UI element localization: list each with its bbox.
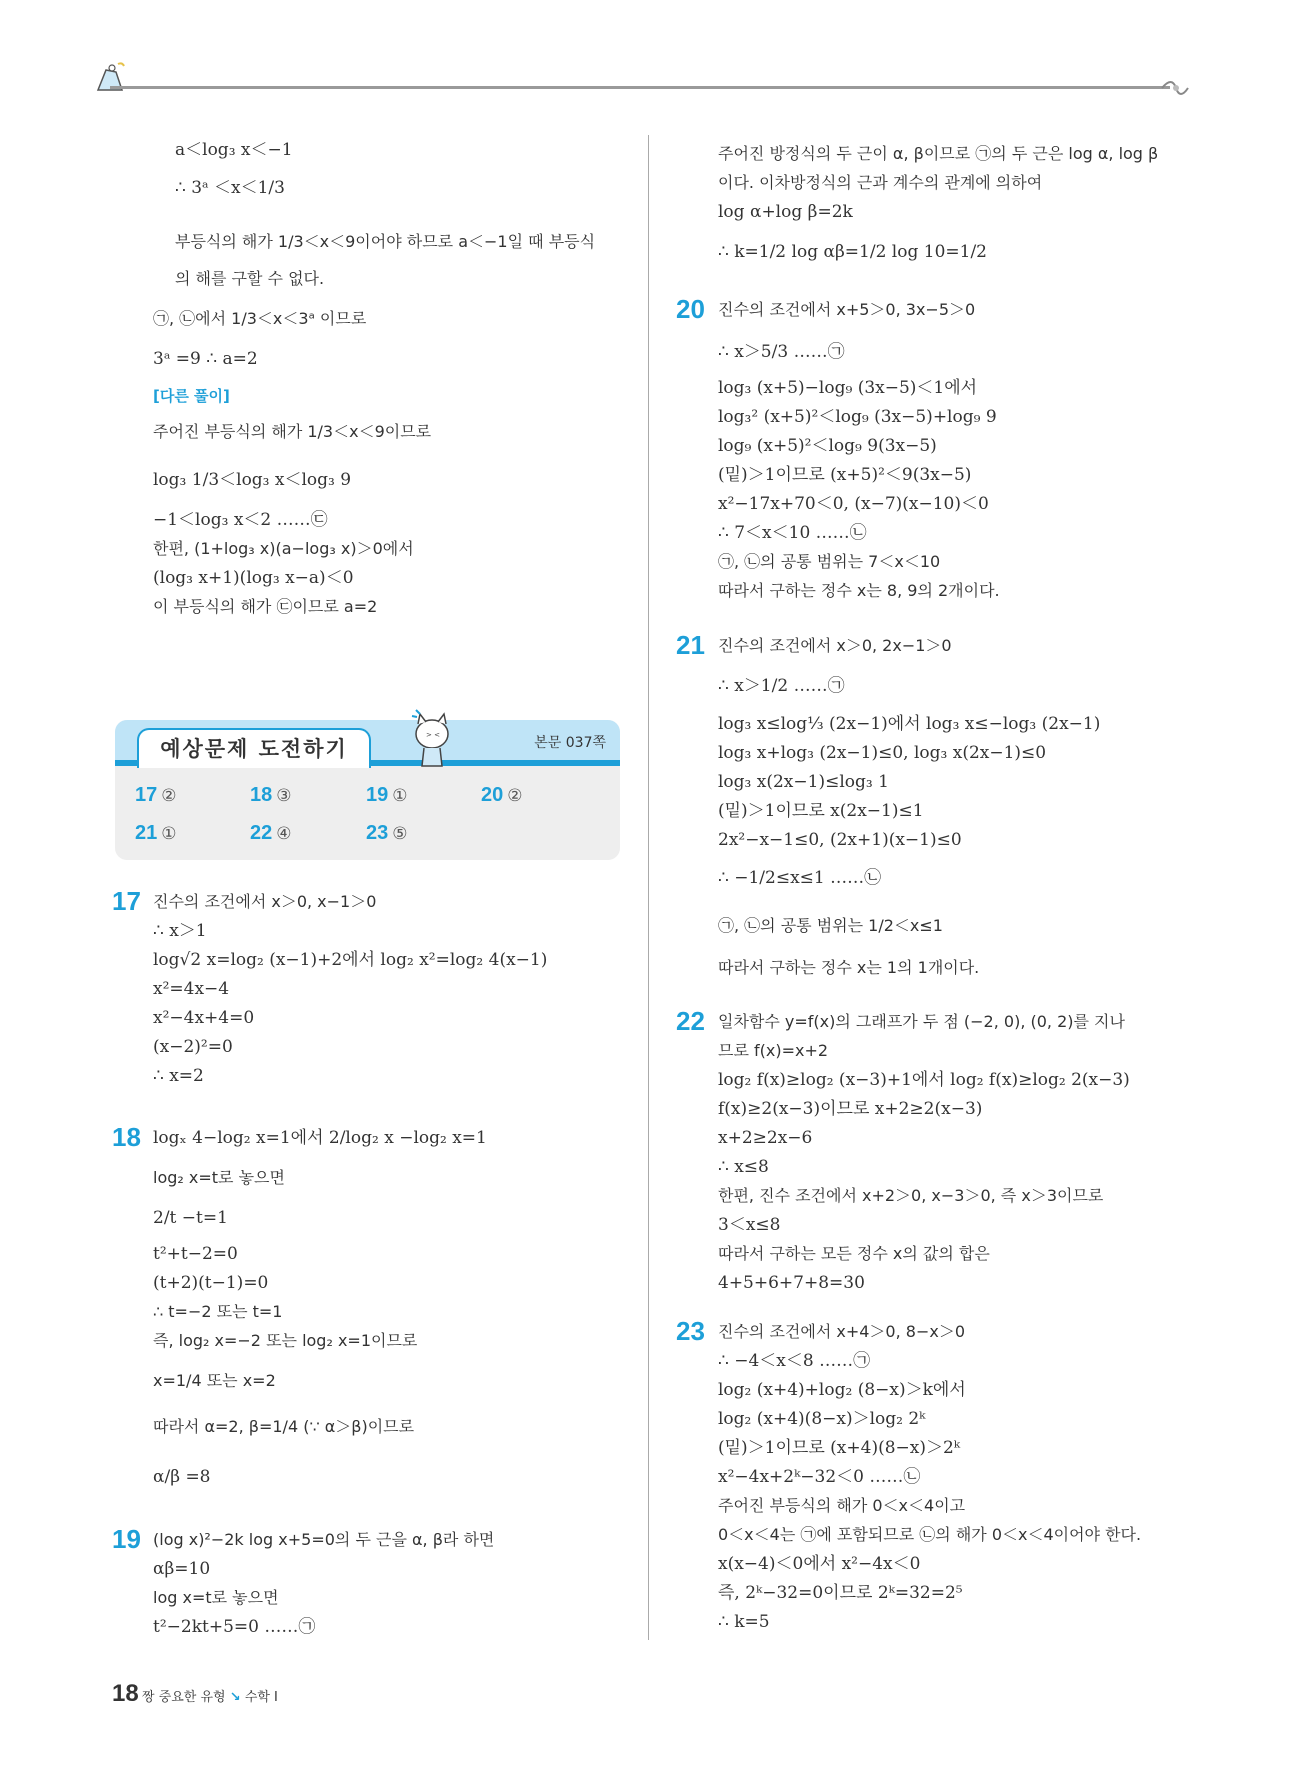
left-line-3: 부등식의 해가 1/3＜x＜9이어야 하므로 a＜−1일 때 부등식: [175, 232, 596, 251]
p20-line: ㉠, ㉡의 공통 범위는 7＜x＜10: [718, 552, 941, 571]
p22-line: 따라서 구하는 모든 정수 x의 값의 합은: [718, 1244, 990, 1263]
p22-line: 일차함수 y=f(x)의 그래프가 두 점 (−2, 0), (0, 2)를 지나: [718, 1012, 1125, 1031]
column-divider: [648, 135, 649, 1640]
p18-line: (t+2)(t−1)=0: [153, 1273, 269, 1293]
p21-line: ㉠, ㉡의 공통 범위는 1/2＜x≤1: [718, 916, 943, 935]
p23-line: 진수의 조건에서 x+4＞0, 8−x＞0: [718, 1322, 966, 1341]
alt-line-3: −1＜log₃ x＜2 ……㉢: [153, 510, 328, 530]
p22-line: ∴ x≤8: [718, 1157, 769, 1177]
p20-line: ∴ 7＜x＜10 ……㉡: [718, 523, 867, 543]
p18-line: logₓ 4−log₂ x=1에서 2/log₂ x −log₂ x=1: [153, 1128, 487, 1148]
p18-line: log₂ x=t로 놓으면: [153, 1168, 285, 1187]
p20-line: x²−17x+70＜0, (x−7)(x−10)＜0: [718, 494, 989, 514]
answer-key-box: [115, 720, 620, 860]
p23-line: ∴ k=5: [718, 1612, 770, 1632]
p20-line: ∴ x＞5/3 ……㉠: [718, 342, 845, 362]
p20-line: 진수의 조건에서 x+5＞0, 3x−5＞0: [718, 300, 976, 319]
p19-cont-line: 주어진 방정식의 두 근이 α, β이므로 ㉠의 두 근은 log α, log β: [718, 144, 1159, 163]
left-line-4: 의 해를 구할 수 없다.: [175, 269, 325, 288]
p17-line: x²=4x−4: [153, 979, 230, 999]
p23-line: 주어진 부등식의 해가 0＜x＜4이고: [718, 1496, 966, 1515]
p23-line: x(x−4)＜0에서 x²−4x＜0: [718, 1554, 921, 1574]
left-line-6: 3ᵃ =9 ∴ a=2: [153, 349, 258, 369]
alt-line-1: 주어진 부등식의 해가 1/3＜x＜9이므로: [153, 422, 432, 441]
p19-cont-line: 이다. 이차방정식의 근과 계수의 관계에 의하여: [718, 173, 1043, 192]
p17-line: 진수의 조건에서 x＞0, x−1＞0: [153, 892, 377, 911]
p23-line: 즉, 2ᵏ−32=0이므로 2ᵏ=32=2⁵: [718, 1583, 963, 1603]
problem-23-number: 23: [676, 1316, 705, 1346]
ribbon-decoration-icon: [1160, 76, 1190, 100]
p19-line: αβ=10: [153, 1559, 211, 1579]
problem-22-number: 22: [676, 1006, 705, 1036]
p20-line: log₃ (x+5)−log₉ (3x−5)＜1에서: [718, 378, 978, 398]
p17-line: ∴ x=2: [153, 1066, 204, 1086]
p20-line: (밑)＞1이므로 (x+5)²＜9(3x−5): [718, 465, 972, 485]
p21-line: ∴ x＞1/2 ……㉠: [718, 676, 845, 696]
p22-line: 므로 f(x)=x+2: [718, 1041, 829, 1060]
p18-line: 따라서 α=2, β=1/4 (∵ α＞β)이므로: [153, 1417, 415, 1436]
footer-series: 짱 중요한 유형: [142, 1690, 226, 1705]
header-rule: [110, 86, 1170, 89]
alt-line-5: (log₃ x+1)(log₃ x−a)＜0: [153, 568, 354, 588]
p22-line: 3＜x≤8: [718, 1215, 781, 1235]
p22-line: x+2≥2x−6: [718, 1128, 813, 1148]
footer-arrow-icon: ↘: [229, 1690, 241, 1705]
p18-line: ∴ t=−2 또는 t=1: [153, 1302, 283, 1321]
p18-line: t²+t−2=0: [153, 1244, 238, 1264]
answer-key-title: 예상문제 도전하기: [137, 728, 371, 768]
p17-line: ∴ x＞1: [153, 921, 207, 941]
answer-item: 20 ②: [481, 784, 523, 806]
left-line-5: ㉠, ㉡에서 1/3＜x＜3ᵃ 이므로: [153, 309, 367, 328]
p22-line: log₂ f(x)≥log₂ (x−3)+1에서 log₂ f(x)≥log₂ 2(x−3): [718, 1070, 1130, 1090]
p21-line: (밑)＞1이므로 x(2x−1)≤1: [718, 801, 924, 821]
answer-item: 19 ①: [366, 784, 408, 806]
alt-line-4: 한편, (1+log₃ x)(a−log₃ x)＞0에서: [153, 539, 414, 558]
p17-line: log√2 x=log₂ (x−1)+2에서 log₂ x²=log₂ 4(x−1): [153, 950, 548, 970]
p17-line: x²−4x+4=0: [153, 1008, 255, 1028]
alt-line-6: 이 부등식의 해가 ㉢이므로 a=2: [153, 597, 378, 616]
p21-line: log₃ x(2x−1)≤log₃ 1: [718, 772, 889, 792]
answer-item: 21 ①: [135, 822, 177, 844]
p19-line: log x=t로 놓으면: [153, 1588, 279, 1607]
p20-line: log₉ (x+5)²＜log₉ 9(3x−5): [718, 436, 937, 456]
page-number: 18: [112, 1680, 139, 1707]
p19-cont-line: log α+log β=2k: [718, 202, 853, 222]
p18-line: x=1/4 또는 x=2: [153, 1371, 276, 1390]
problem-21-number: 21: [676, 630, 705, 660]
p23-line: ∴ −4＜x＜8 ……㉠: [718, 1351, 871, 1371]
footer-book-title: [142, 1686, 278, 1705]
p19-line: t²−2kt+5=0 ……㉠: [153, 1617, 316, 1637]
p21-line: log₃ x≤log⅓ (2x−1)에서 log₃ x≤−log₃ (2x−1): [718, 714, 1101, 734]
answer-key-page-ref: 본문 037쪽: [534, 735, 606, 751]
p18-line: α/β =8: [153, 1467, 211, 1487]
alt-line-2: log₃ 1/3＜log₃ x＜log₃ 9: [153, 470, 352, 490]
problem-18-number: 18: [112, 1122, 141, 1152]
answer-item: 17 ②: [135, 784, 177, 806]
left-line-1: a＜log₃ x＜−1: [175, 140, 293, 160]
svg-text:> <: > <: [426, 731, 440, 739]
cat-mascot-icon: [408, 706, 454, 772]
p23-line: (밑)＞1이므로 (x+4)(8−x)＞2ᵏ: [718, 1438, 961, 1458]
p20-line: log₃² (x+5)²＜log₉ (3x−5)+log₉ 9: [718, 407, 997, 427]
p18-line: 2/t −t=1: [153, 1208, 228, 1228]
p21-line: 2x²−x−1≤0, (2x+1)(x−1)≤0: [718, 830, 962, 850]
p23-line: 0＜x＜4는 ㉠에 포함되므로 ㉡의 해가 0＜x＜4이어야 한다.: [718, 1525, 1142, 1544]
p21-line: log₃ x+log₃ (2x−1)≤0, log₃ x(2x−1)≤0: [718, 743, 1047, 763]
p20-line: 따라서 구하는 정수 x는 8, 9의 2개이다.: [718, 581, 1000, 600]
problem-20-number: 20: [676, 294, 705, 324]
p22-line: f(x)≥2(x−3)이므로 x+2≥2(x−3): [718, 1099, 983, 1119]
p21-line: 따라서 구하는 정수 x는 1의 1개이다.: [718, 958, 980, 977]
bell-decoration-icon: [92, 60, 128, 96]
answer-item: 22 ④: [250, 822, 292, 844]
p21-line: 진수의 조건에서 x＞0, 2x−1＞0: [718, 636, 952, 655]
p23-line: x²−4x+2ᵏ−32＜0 ……㉡: [718, 1467, 921, 1487]
p18-line: 즉, log₂ x=−2 또는 log₂ x=1이므로: [153, 1331, 418, 1350]
answer-item: 23 ⑤: [366, 822, 408, 844]
answer-item: 18 ③: [250, 784, 292, 806]
problem-17-number: 17: [112, 886, 141, 916]
p23-line: log₂ (x+4)+log₂ (8−x)＞k에서: [718, 1380, 966, 1400]
problem-19-number: 19: [112, 1524, 141, 1554]
alt-solution-tag: [다른 풀이]: [153, 387, 230, 405]
left-line-2: ∴ 3ᵃ ＜x＜1/3: [175, 178, 285, 198]
p22-line: 4+5+6+7+8=30: [718, 1273, 865, 1293]
p19-cont-line: ∴ k=1/2 log αβ=1/2 log 10=1/2: [718, 242, 987, 262]
p19-line: (log x)²−2k log x+5=0의 두 근을 α, β라 하면: [153, 1530, 495, 1549]
footer-subject: 수학 Ⅰ: [244, 1690, 278, 1705]
p23-line: log₂ (x+4)(8−x)＞log₂ 2ᵏ: [718, 1409, 926, 1429]
p17-line: (x−2)²=0: [153, 1037, 233, 1057]
p21-line: ∴ −1/2≤x≤1 ……㉡: [718, 868, 882, 888]
p22-line: 한편, 진수 조건에서 x+2＞0, x−3＞0, 즉 x＞3이므로: [718, 1186, 1104, 1205]
